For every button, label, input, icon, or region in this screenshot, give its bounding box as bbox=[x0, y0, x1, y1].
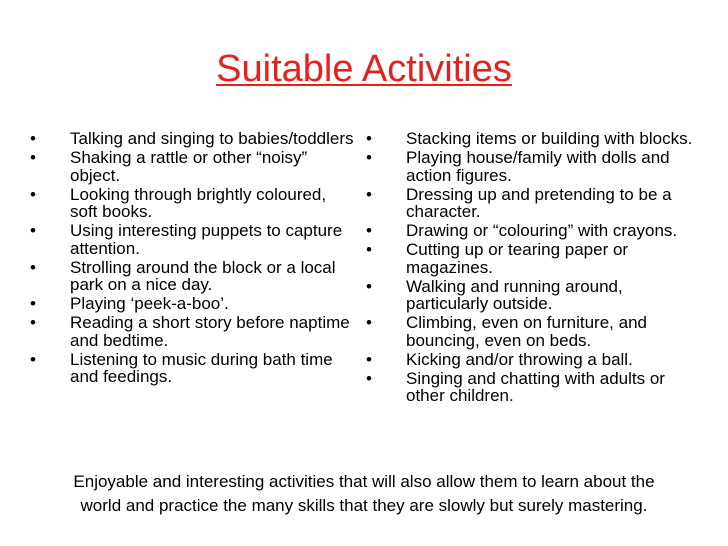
bullet-icon: • bbox=[30, 349, 36, 369]
list-item-text: Reading a short story before naptime and bedtime. bbox=[70, 313, 350, 350]
list-item bbox=[30, 149, 355, 184]
list-item bbox=[30, 222, 355, 257]
summary-line: Enjoyable and interesting activities that will also allow them to learn about the bbox=[73, 472, 655, 491]
list-item-text: Climbing, even on furniture, and bouncing, even on beds. bbox=[406, 313, 647, 350]
list-item-text: Playing ‘peek-a-boo’. bbox=[70, 294, 229, 313]
bullet-icon: • bbox=[30, 129, 36, 148]
list-item-text: Listening to music during bath time and feedings. bbox=[70, 349, 333, 386]
left-activity-list bbox=[30, 130, 355, 387]
list-item-text: Stacking items or building with blocks. bbox=[406, 129, 693, 148]
bullet-icon: • bbox=[366, 313, 372, 332]
bullet-icon: • bbox=[30, 313, 36, 332]
list-item-text: Using interesting puppets to capture attention. bbox=[70, 221, 343, 258]
list-item bbox=[30, 130, 355, 148]
list-item-text: Dressing up and pretending to be a character. bbox=[406, 184, 672, 221]
list-item bbox=[366, 278, 696, 313]
bullet-icon: • bbox=[30, 294, 36, 313]
bullet-icon: • bbox=[366, 349, 372, 369]
list-item bbox=[366, 370, 696, 405]
list-item-text: Walking and running around, particularly outside. bbox=[406, 276, 623, 313]
bullet-icon: • bbox=[366, 148, 372, 167]
list-item bbox=[366, 130, 696, 148]
list-item-text: Strolling around the block or a local park on a nice day. bbox=[70, 257, 336, 294]
slide-title: Suitable Activities bbox=[216, 48, 512, 90]
list-item bbox=[366, 149, 696, 184]
list-item-text: Kicking and/or throwing a ball. bbox=[406, 349, 633, 369]
list-item bbox=[30, 351, 355, 386]
list-item bbox=[366, 241, 696, 276]
bullet-icon: • bbox=[366, 276, 372, 296]
list-item bbox=[30, 314, 355, 349]
bullet-icon: • bbox=[30, 257, 36, 277]
list-item-text: Shaking a rattle or other “noisy” object. bbox=[70, 148, 308, 185]
list-item bbox=[366, 314, 696, 349]
list-item-text: Playing house/family with dolls and action figures. bbox=[406, 148, 670, 185]
list-item-text: Singing and chatting with adults or other children. bbox=[406, 368, 665, 405]
list-item bbox=[366, 186, 696, 221]
bullet-icon: • bbox=[366, 129, 372, 148]
summary-line: world and practice the many skills that they are slowly but surely mastering. bbox=[80, 496, 648, 515]
bullet-icon: • bbox=[30, 148, 36, 167]
list-item bbox=[366, 351, 696, 369]
list-item bbox=[30, 295, 355, 313]
bullet-icon: • bbox=[30, 184, 36, 204]
bullet-icon: • bbox=[30, 221, 36, 240]
bullet-icon: • bbox=[366, 221, 372, 240]
bullet-icon: • bbox=[366, 368, 372, 388]
list-item-text: Drawing or “colouring” with crayons. bbox=[406, 221, 678, 240]
summary-text bbox=[0, 470, 728, 518]
bullet-icon: • bbox=[366, 240, 372, 259]
bullet-icon: • bbox=[366, 184, 372, 204]
list-item bbox=[30, 259, 355, 294]
list-item bbox=[366, 222, 696, 240]
list-item-text: Looking through brightly coloured, soft books. bbox=[70, 184, 327, 221]
list-item bbox=[30, 186, 355, 221]
list-item-text: Talking and singing to babies/toddlers bbox=[70, 129, 354, 148]
list-item-text: Cutting up or tearing paper or magazines. bbox=[406, 240, 629, 277]
right-activity-list bbox=[366, 130, 696, 406]
